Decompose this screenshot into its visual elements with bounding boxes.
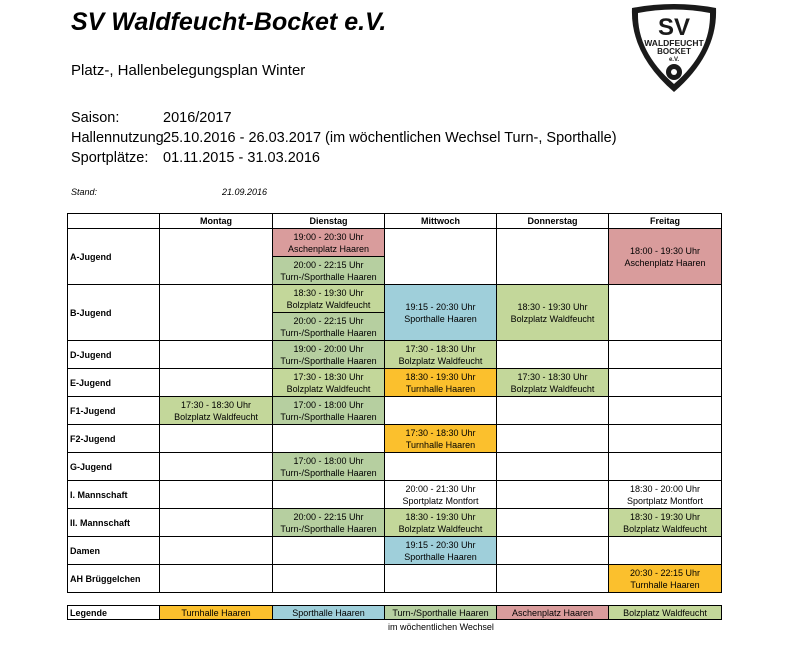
slot-time: 18:00 - 19:30 Uhr bbox=[629, 245, 701, 256]
team-label: A-Jugend bbox=[68, 229, 160, 285]
slot-place: Turn-/Sporthalle Haaren bbox=[280, 523, 377, 534]
hallen-value: 25.10.2016 - 26.03.2017 (im wöchentlichen Wechsel Turn-, Sporthalle) bbox=[163, 130, 617, 146]
schedule-cell bbox=[609, 285, 722, 341]
schedule-cell bbox=[160, 537, 273, 565]
logo-waldfeucht: WALDFEUCHT bbox=[644, 38, 704, 48]
hallen-row bbox=[71, 128, 617, 148]
day-header: Montag bbox=[160, 214, 273, 229]
schedule-slot bbox=[273, 285, 384, 312]
team-label: G-Jugend bbox=[68, 453, 160, 481]
slot-time: 18:30 - 20:00 Uhr bbox=[629, 483, 701, 494]
legend-table bbox=[67, 605, 722, 620]
sportplatz-label: Sportplätze: bbox=[71, 150, 149, 166]
schedule-cell bbox=[273, 341, 385, 369]
slot-place: Turnhalle Haaren bbox=[630, 579, 700, 590]
saison-row bbox=[71, 108, 232, 128]
slot-time: 18:30 - 19:30 Uhr bbox=[293, 287, 364, 298]
slot-place: Turn-/Sporthalle Haaren bbox=[280, 271, 377, 282]
schedule-cell bbox=[273, 397, 385, 425]
schedule-cell bbox=[497, 229, 609, 285]
table-row bbox=[68, 565, 722, 593]
header-empty bbox=[68, 214, 160, 229]
table-row bbox=[68, 285, 722, 341]
slot-time: 20:30 - 22:15 Uhr bbox=[629, 567, 701, 578]
saison-label: Saison: bbox=[71, 110, 120, 126]
day-header: Dienstag bbox=[273, 214, 385, 229]
hallen-label: Hallennutzung bbox=[71, 130, 164, 146]
schedule-cell bbox=[160, 341, 273, 369]
legend-item: Turnhalle Haaren bbox=[160, 606, 273, 620]
legend-item: Turn-/Sporthalle Haaren bbox=[385, 606, 497, 620]
schedule-cell bbox=[385, 425, 497, 453]
page-subtitle: Platz-, Hallenbelegungsplan Winter bbox=[71, 62, 306, 79]
slot-time: 17:30 - 18:30 Uhr bbox=[405, 427, 476, 438]
schedule-cell bbox=[497, 369, 609, 397]
schedule-cell bbox=[273, 369, 385, 397]
team-label: F1-Jugend bbox=[68, 397, 160, 425]
slot-place: Bolzplatz Waldfeucht bbox=[398, 355, 483, 366]
table-row bbox=[68, 481, 722, 509]
slot-time: 19:15 - 20:30 Uhr bbox=[405, 301, 476, 312]
table-row bbox=[68, 229, 722, 285]
slot-place: Bolzplatz Waldfeucht bbox=[286, 299, 371, 310]
day-header: Freitag bbox=[609, 214, 722, 229]
slot-time: 20:00 - 22:15 Uhr bbox=[293, 511, 364, 522]
schedule-cell bbox=[497, 509, 609, 537]
schedule-table bbox=[67, 213, 722, 593]
schedule-cell bbox=[609, 565, 722, 593]
schedule-cell bbox=[385, 453, 497, 481]
schedule-cell bbox=[273, 453, 385, 481]
schedule-cell bbox=[609, 229, 722, 285]
slot-time: 20:00 - 22:15 Uhr bbox=[293, 315, 364, 326]
slot-time: 20:00 - 21:30 Uhr bbox=[405, 483, 476, 494]
legend-item: Aschenplatz Haaren bbox=[497, 606, 609, 620]
schedule-cell bbox=[160, 369, 273, 397]
logo-ev: e.V. bbox=[668, 57, 680, 63]
team-label: B-Jugend bbox=[68, 285, 160, 341]
slot-time: 17:30 - 18:30 Uhr bbox=[517, 371, 588, 382]
page-title: SV Waldfeucht-Bocket e.V. bbox=[71, 8, 387, 36]
slot-time: 18:30 - 19:30 Uhr bbox=[517, 301, 588, 312]
team-label: AH Brüggelchen bbox=[68, 565, 160, 593]
slot-time: 17:30 - 18:30 Uhr bbox=[180, 399, 252, 410]
table-row bbox=[68, 425, 722, 453]
schedule-slot bbox=[273, 312, 384, 340]
slot-time: 20:00 - 22:15 Uhr bbox=[293, 259, 364, 270]
slot-place: Turnhalle Haaren bbox=[405, 439, 476, 450]
schedule-cell bbox=[385, 397, 497, 425]
legend-item: Sporthalle Haaren bbox=[273, 606, 385, 620]
schedule-cell bbox=[497, 397, 609, 425]
schedule-cell bbox=[609, 509, 722, 537]
slot-place: Sporthalle Haaren bbox=[404, 551, 477, 562]
schedule-cell bbox=[497, 565, 609, 593]
schedule-slot bbox=[273, 256, 384, 284]
table-row bbox=[68, 537, 722, 565]
schedule-cell bbox=[385, 537, 497, 565]
legend-item: Bolzplatz Waldfeucht bbox=[609, 606, 722, 620]
table-row bbox=[68, 453, 722, 481]
schedule-cell bbox=[609, 369, 722, 397]
schedule-cell bbox=[160, 285, 273, 341]
slot-place: Bolzplatz Waldfeucht bbox=[510, 383, 595, 394]
slot-time: 18:30 - 19:30 Uhr bbox=[405, 371, 476, 382]
slot-time: 19:00 - 20:30 Uhr bbox=[293, 231, 364, 242]
day-header: Mittwoch bbox=[385, 214, 497, 229]
schedule-cell bbox=[385, 369, 497, 397]
schedule-cell bbox=[273, 425, 385, 453]
schedule-cell bbox=[609, 397, 722, 425]
stand-label: Stand: bbox=[71, 187, 98, 197]
slot-time: 17:30 - 18:30 Uhr bbox=[405, 343, 476, 354]
legend-note: im wöchentlichen Wechsel bbox=[388, 622, 494, 632]
slot-place: Turn-/Sporthalle Haaren bbox=[280, 355, 377, 366]
schedule-cell bbox=[385, 229, 497, 285]
slot-place: Turnhalle Haaren bbox=[405, 383, 476, 394]
schedule-cell bbox=[160, 453, 273, 481]
slot-place: Bolzplatz Waldfeucht bbox=[398, 523, 483, 534]
slot-time: 19:00 - 20:00 Uhr bbox=[293, 343, 364, 354]
saison-value: 2016/2017 bbox=[163, 110, 232, 126]
slot-time: 17:30 - 18:30 Uhr bbox=[293, 371, 364, 382]
logo-bocket: BOCKET bbox=[657, 47, 691, 56]
team-label: Damen bbox=[68, 537, 160, 565]
team-label: D-Jugend bbox=[68, 341, 160, 369]
slot-place: Turn-/Sporthalle Haaren bbox=[280, 467, 377, 478]
legend-label: Legende bbox=[68, 606, 160, 620]
schedule-cell bbox=[385, 285, 497, 341]
schedule-cell bbox=[385, 509, 497, 537]
schedule-cell bbox=[160, 425, 273, 453]
slot-place: Bolzplatz Waldfeucht bbox=[286, 383, 371, 394]
slot-time: 17:00 - 18:00 Uhr bbox=[293, 399, 364, 410]
schedule-cell bbox=[160, 565, 273, 593]
stand-date: 21.09.2016 bbox=[222, 187, 268, 197]
schedule-cell bbox=[273, 565, 385, 593]
schedule-cell bbox=[160, 481, 273, 509]
schedule-cell bbox=[609, 481, 722, 509]
slot-place: Bolzplatz Waldfeucht bbox=[623, 523, 707, 534]
schedule-cell bbox=[497, 481, 609, 509]
slot-place: Sporthalle Haaren bbox=[404, 313, 477, 324]
schedule-cell bbox=[273, 509, 385, 537]
schedule-cell bbox=[497, 453, 609, 481]
schedule-cell bbox=[609, 425, 722, 453]
schedule-cell bbox=[497, 285, 609, 341]
slot-place: Bolzplatz Waldfeucht bbox=[510, 313, 595, 324]
club-logo bbox=[626, 4, 722, 96]
team-label: E-Jugend bbox=[68, 369, 160, 397]
schedule-cell bbox=[385, 481, 497, 509]
slot-time: 17:00 - 18:00 Uhr bbox=[293, 455, 364, 466]
table-row bbox=[68, 397, 722, 425]
schedule-cell bbox=[273, 537, 385, 565]
schedule-cell bbox=[160, 509, 273, 537]
schedule-cell bbox=[609, 453, 722, 481]
schedule-cell bbox=[609, 537, 722, 565]
slot-place: Turn-/Sporthalle Haaren bbox=[280, 327, 377, 338]
schedule-cell bbox=[385, 565, 497, 593]
schedule-cell bbox=[497, 341, 609, 369]
schedule-cell bbox=[273, 229, 385, 285]
schedule-cell bbox=[160, 397, 273, 425]
team-label: I. Mannschaft bbox=[68, 481, 160, 509]
schedule-cell bbox=[497, 537, 609, 565]
table-row bbox=[68, 341, 722, 369]
slot-time: 18:30 - 19:30 Uhr bbox=[629, 511, 701, 522]
table-row bbox=[68, 369, 722, 397]
schedule-slot bbox=[273, 229, 384, 256]
slot-time: 18:30 - 19:30 Uhr bbox=[405, 511, 476, 522]
schedule-cell bbox=[497, 425, 609, 453]
logo-sv: SV bbox=[657, 14, 691, 41]
schedule-cell bbox=[609, 341, 722, 369]
schedule-cell bbox=[273, 481, 385, 509]
slot-place: Aschenplatz Haaren bbox=[624, 257, 706, 268]
slot-place: Sportplatz Montfort bbox=[626, 495, 704, 506]
team-label: II. Mannschaft bbox=[68, 509, 160, 537]
schedule-cell bbox=[273, 285, 385, 341]
slot-place: Turn-/Sporthalle Haaren bbox=[280, 411, 377, 422]
slot-time: 19:15 - 20:30 Uhr bbox=[405, 539, 476, 550]
legend-row bbox=[68, 606, 722, 620]
schedule-cell bbox=[385, 341, 497, 369]
sportplatz-row bbox=[71, 148, 320, 168]
table-header-row bbox=[68, 214, 722, 229]
slot-place: Aschenplatz Haaren bbox=[287, 243, 370, 254]
team-label: F2-Jugend bbox=[68, 425, 160, 453]
schedule-cell bbox=[160, 229, 273, 285]
day-header: Donnerstag bbox=[497, 214, 609, 229]
table-row bbox=[68, 509, 722, 537]
sportplatz-value: 01.11.2015 - 31.03.2016 bbox=[163, 150, 320, 166]
slot-place: Sportplatz Montfort bbox=[402, 495, 479, 506]
slot-place: Bolzplatz Waldfeucht bbox=[174, 411, 258, 422]
